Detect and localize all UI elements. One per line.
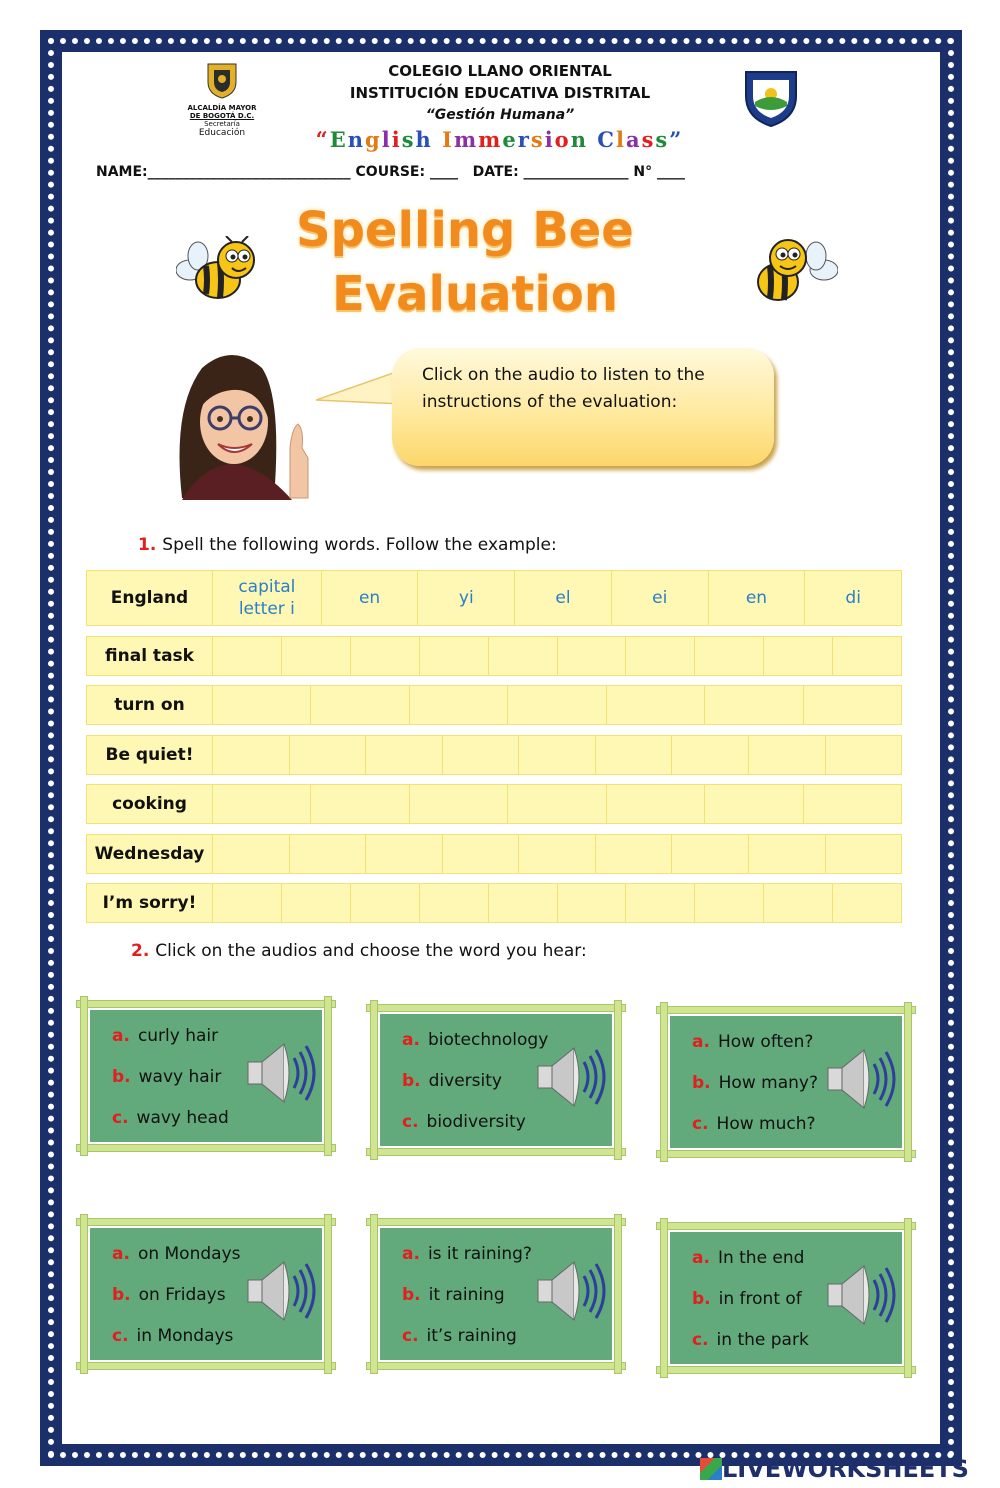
frame-stick bbox=[370, 1000, 378, 1160]
letter-input-cell[interactable] bbox=[213, 884, 282, 922]
option-letter: b. bbox=[692, 1073, 711, 1093]
letter-input-cell[interactable] bbox=[443, 736, 520, 774]
option-b[interactable] bbox=[402, 1285, 505, 1305]
option-letter: c. bbox=[402, 1112, 419, 1132]
example-letter-cell: en bbox=[709, 571, 806, 625]
frame-stick bbox=[614, 1214, 622, 1374]
frame-stick bbox=[366, 1148, 626, 1156]
option-a[interactable] bbox=[402, 1030, 548, 1050]
option-text: How many? bbox=[718, 1073, 818, 1093]
letter-input-cell[interactable] bbox=[420, 637, 489, 675]
option-letter: c. bbox=[692, 1114, 709, 1134]
frame-stick bbox=[660, 1002, 668, 1162]
option-text: curly hair bbox=[137, 1026, 219, 1046]
logo-text-4: Educación bbox=[198, 128, 246, 138]
option-letter: c. bbox=[402, 1326, 419, 1346]
option-c[interactable] bbox=[692, 1330, 809, 1350]
speaker-icon[interactable] bbox=[244, 1038, 318, 1112]
letter-input-cell[interactable] bbox=[672, 736, 749, 774]
option-c[interactable] bbox=[692, 1114, 816, 1134]
frame-stick bbox=[904, 1002, 912, 1162]
letter-input-cell[interactable] bbox=[705, 785, 803, 823]
spelling-row bbox=[86, 784, 902, 824]
bee-icon bbox=[176, 236, 266, 308]
example-letter-cell: el bbox=[515, 571, 612, 625]
title-line-1: Spelling Bee bbox=[296, 202, 634, 258]
frame-stick bbox=[904, 1218, 912, 1378]
letter-input-cell[interactable] bbox=[558, 884, 627, 922]
letter-input-cell[interactable] bbox=[826, 835, 902, 873]
option-letter: c. bbox=[692, 1330, 709, 1350]
option-a[interactable] bbox=[692, 1032, 813, 1052]
bee-right bbox=[748, 236, 838, 312]
option-letter: a. bbox=[112, 1244, 130, 1264]
option-text: it raining bbox=[428, 1285, 505, 1305]
option-letter: a. bbox=[402, 1244, 420, 1264]
option-text: biodiversity bbox=[426, 1112, 526, 1132]
logo-text-2: DE BOGOTÁ D.C. bbox=[189, 112, 255, 120]
option-c[interactable] bbox=[402, 1112, 526, 1132]
option-c[interactable] bbox=[112, 1108, 229, 1128]
option-text: How often? bbox=[717, 1032, 814, 1052]
letter-input-cell[interactable] bbox=[705, 686, 803, 724]
spelling-word: Wednesday bbox=[87, 835, 213, 873]
option-letter: b. bbox=[692, 1289, 711, 1309]
logo-text-1: ALCALDÍA MAYOR bbox=[187, 104, 257, 112]
letter-input-cell[interactable] bbox=[213, 835, 290, 873]
letter-input-cell[interactable] bbox=[804, 686, 901, 724]
option-letter: a. bbox=[692, 1032, 710, 1052]
teacher-avatar-icon bbox=[162, 348, 322, 500]
option-text: in front of bbox=[718, 1289, 802, 1309]
audio-card bbox=[656, 1218, 916, 1378]
spelling-row bbox=[86, 636, 902, 676]
letter-input-cell[interactable] bbox=[213, 686, 311, 724]
frame-stick bbox=[76, 1144, 336, 1152]
option-text: How much? bbox=[716, 1114, 816, 1134]
class-title-text: “English Immersion Class” bbox=[315, 127, 683, 152]
school-motto: “Gestión Humana” bbox=[425, 107, 575, 123]
option-text: it’s raining bbox=[426, 1326, 517, 1346]
example-letter-cell: capital letter i bbox=[213, 571, 322, 625]
question-2-text: Click on the audios and choose the word you hear: bbox=[155, 941, 587, 961]
option-text: In the end bbox=[717, 1248, 805, 1268]
option-b[interactable] bbox=[692, 1289, 802, 1309]
logo-text-3: Secretaría bbox=[204, 120, 240, 128]
option-text: wavy hair bbox=[138, 1067, 222, 1087]
letter-input-cell[interactable] bbox=[508, 686, 606, 724]
letter-input-cell[interactable] bbox=[519, 736, 596, 774]
letter-input-cell[interactable] bbox=[607, 686, 705, 724]
letter-input-cell[interactable] bbox=[443, 835, 520, 873]
spelling-word: turn on bbox=[87, 686, 213, 724]
frame-stick bbox=[366, 1218, 626, 1226]
letter-input-cell[interactable] bbox=[213, 736, 290, 774]
option-letter: a. bbox=[112, 1026, 130, 1046]
letter-input-cell[interactable] bbox=[519, 835, 596, 873]
spelling-row bbox=[86, 570, 902, 626]
spelling-row bbox=[86, 883, 902, 923]
audio-card bbox=[76, 996, 336, 1156]
option-letter: b. bbox=[402, 1285, 421, 1305]
frame-stick bbox=[656, 1006, 916, 1014]
audio-card bbox=[366, 1214, 626, 1374]
frame-stick bbox=[80, 1214, 88, 1374]
frame-stick bbox=[366, 1362, 626, 1370]
school-type: INSTITUCIÓN EDUCATIVA DISTRITAL bbox=[349, 84, 651, 102]
letter-input-cell[interactable] bbox=[626, 637, 695, 675]
frame-stick bbox=[324, 996, 332, 1156]
instructions-text: Click on the audio to listen to the instructions of the evaluation: bbox=[422, 365, 705, 412]
frame-stick bbox=[656, 1222, 916, 1230]
question-1 bbox=[138, 535, 557, 555]
audio-card bbox=[656, 1002, 916, 1162]
frame-stick bbox=[76, 1218, 336, 1226]
letter-input-cell[interactable] bbox=[213, 637, 282, 675]
audio-card bbox=[366, 1000, 626, 1160]
option-letter: b. bbox=[402, 1071, 421, 1091]
option-letter: a. bbox=[692, 1248, 710, 1268]
spelling-word: England bbox=[87, 571, 213, 625]
option-letter: b. bbox=[112, 1285, 131, 1305]
spelling-row bbox=[86, 735, 902, 775]
letter-input-cell[interactable] bbox=[282, 884, 351, 922]
school-name: COLEGIO LLANO ORIENTAL bbox=[388, 62, 612, 80]
frame-stick bbox=[366, 1004, 626, 1012]
speaker-icon[interactable] bbox=[824, 1044, 898, 1118]
letter-input-cell[interactable] bbox=[508, 785, 606, 823]
option-b[interactable] bbox=[402, 1071, 502, 1091]
option-b[interactable] bbox=[692, 1073, 818, 1093]
option-text: biotechnology bbox=[427, 1030, 549, 1050]
option-letter: a. bbox=[402, 1030, 420, 1050]
spelling-word: Be quiet! bbox=[87, 736, 213, 774]
option-text: in Mondays bbox=[136, 1326, 234, 1346]
speaker-icon[interactable] bbox=[534, 1256, 608, 1330]
letter-input-cell[interactable] bbox=[311, 686, 409, 724]
frame-stick bbox=[614, 1000, 622, 1160]
speaker-icon[interactable] bbox=[244, 1256, 318, 1330]
frame-stick bbox=[324, 1214, 332, 1374]
option-a[interactable] bbox=[112, 1244, 241, 1264]
letter-input-cell[interactable] bbox=[282, 637, 351, 675]
option-text: wavy head bbox=[136, 1108, 229, 1128]
letter-input-cell[interactable] bbox=[351, 884, 420, 922]
option-a[interactable] bbox=[692, 1248, 804, 1268]
letter-input-cell[interactable] bbox=[489, 884, 558, 922]
option-b[interactable] bbox=[112, 1285, 226, 1305]
bee-left bbox=[176, 236, 266, 312]
spelling-word: cooking bbox=[87, 785, 213, 823]
letter-input-cell[interactable] bbox=[804, 785, 901, 823]
option-letter: c. bbox=[112, 1326, 129, 1346]
class-title bbox=[200, 127, 800, 152]
letter-input-cell[interactable] bbox=[351, 637, 420, 675]
letter-input-cell[interactable] bbox=[290, 736, 367, 774]
frame-stick bbox=[656, 1366, 916, 1374]
letter-input-cell[interactable] bbox=[826, 736, 902, 774]
letter-input-cell[interactable] bbox=[764, 637, 833, 675]
option-c[interactable] bbox=[402, 1326, 517, 1346]
letter-input-cell[interactable] bbox=[833, 637, 901, 675]
option-text: on Mondays bbox=[137, 1244, 241, 1264]
spelling-row bbox=[86, 834, 902, 874]
liveworksheets-watermark bbox=[700, 1455, 969, 1483]
letter-input-cell[interactable] bbox=[213, 785, 311, 823]
option-text: in the park bbox=[716, 1330, 809, 1350]
frame-stick bbox=[660, 1218, 668, 1378]
speaker-icon[interactable] bbox=[824, 1260, 898, 1334]
frame-stick bbox=[370, 1214, 378, 1374]
spelling-word: I’m sorry! bbox=[87, 884, 213, 922]
letter-input-cell[interactable] bbox=[366, 736, 443, 774]
option-text: is it raining? bbox=[427, 1244, 532, 1264]
letter-input-cell[interactable] bbox=[410, 785, 508, 823]
option-text: diversity bbox=[428, 1071, 502, 1091]
frame-stick bbox=[76, 1000, 336, 1008]
letter-input-cell[interactable] bbox=[290, 835, 367, 873]
option-letter: c. bbox=[112, 1108, 129, 1128]
letter-input-cell[interactable] bbox=[764, 884, 833, 922]
audio-card bbox=[76, 1214, 336, 1374]
letter-input-cell[interactable] bbox=[558, 637, 627, 675]
option-a[interactable] bbox=[402, 1244, 532, 1264]
student-info-line: NAME:_____________________________ COURSE: ____ DATE: _______________ N° ____ bbox=[96, 164, 686, 180]
letter-input-cell[interactable] bbox=[749, 835, 826, 873]
question-1-text: Spell the following words. Follow the example: bbox=[162, 535, 557, 555]
example-letter-cell: yi bbox=[418, 571, 515, 625]
letter-input-cell[interactable] bbox=[596, 835, 673, 873]
letter-input-cell[interactable] bbox=[626, 884, 695, 922]
letter-input-cell[interactable] bbox=[366, 835, 443, 873]
title-line-2: Evaluation bbox=[332, 266, 619, 322]
letter-input-cell[interactable] bbox=[833, 884, 901, 922]
frame-stick bbox=[80, 996, 88, 1156]
letter-input-cell[interactable] bbox=[695, 884, 764, 922]
letter-input-cell[interactable] bbox=[672, 835, 749, 873]
question-1-number: 1. bbox=[138, 535, 157, 555]
letter-input-cell[interactable] bbox=[489, 637, 558, 675]
option-c[interactable] bbox=[112, 1326, 233, 1346]
letter-input-cell[interactable] bbox=[420, 884, 489, 922]
spelling-word: final task bbox=[87, 637, 213, 675]
letter-input-cell[interactable] bbox=[607, 785, 705, 823]
question-2-number: 2. bbox=[131, 941, 150, 961]
liveworksheets-logo-icon bbox=[700, 1458, 722, 1480]
speaker-icon[interactable] bbox=[534, 1042, 608, 1116]
frame-stick bbox=[656, 1150, 916, 1158]
letter-input-cell[interactable] bbox=[749, 736, 826, 774]
option-text: on Fridays bbox=[138, 1285, 226, 1305]
letter-input-cell[interactable] bbox=[695, 637, 764, 675]
example-letter-cell: ei bbox=[612, 571, 709, 625]
frame-stick bbox=[76, 1362, 336, 1370]
option-letter: b. bbox=[112, 1067, 131, 1087]
option-a[interactable] bbox=[112, 1026, 218, 1046]
question-2 bbox=[131, 941, 587, 961]
spelling-row bbox=[86, 685, 902, 725]
letter-input-cell[interactable] bbox=[311, 785, 409, 823]
letter-input-cell[interactable] bbox=[596, 736, 673, 774]
teacher-avatar bbox=[162, 348, 322, 504]
example-letter-cell: en bbox=[322, 571, 419, 625]
letter-input-cell[interactable] bbox=[410, 686, 508, 724]
example-letter-cell: di bbox=[845, 588, 861, 608]
option-b[interactable] bbox=[112, 1067, 221, 1087]
watermark-text: LIVEWORKSHEETS bbox=[722, 1455, 969, 1483]
bee-icon bbox=[748, 236, 838, 308]
